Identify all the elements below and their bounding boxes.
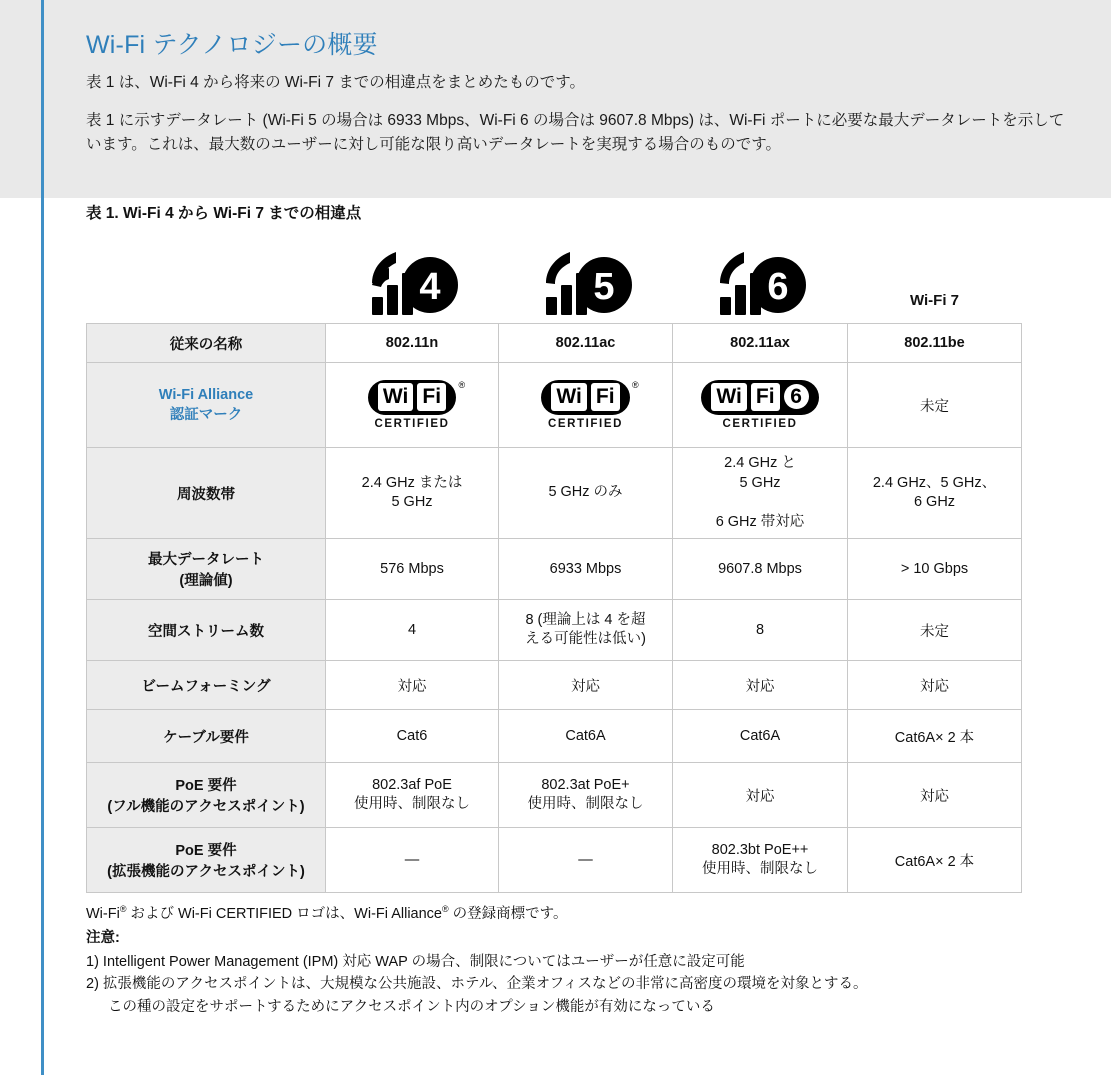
caution-label: 注意: <box>86 929 120 946</box>
cell-streams-wifi7: 未定 <box>848 600 1022 661</box>
wifi-signal-6-icon <box>714 245 806 319</box>
cert-logo-fi: Fi <box>751 383 780 411</box>
table-row-beamforming <box>87 661 1022 710</box>
cert-logo-wi: Wi <box>378 383 413 411</box>
row-header-frequency-band: 周波数帯 <box>87 448 326 539</box>
cert-logo-registered-5: ® <box>631 379 639 390</box>
wifi-certified-6-logo <box>681 380 839 431</box>
cert-logo-wi: Wi <box>711 383 746 411</box>
cell-rate-wifi6: 9607.8 Mbps <box>673 539 848 600</box>
cell-poe-ext-wifi5: — <box>499 828 673 893</box>
table-caption: 表 1. Wi-Fi 4 から Wi-Fi 7 までの相違点 <box>86 205 362 223</box>
row-header-poe-ext-line2: (拡張機能のアクセスポイント) <box>107 864 305 881</box>
trademark-note <box>86 903 1026 926</box>
cell-streams-wifi6: 8 <box>673 600 848 661</box>
cert-logo-word-5: CERTIFIED <box>547 417 624 430</box>
trademark-part-a: Wi-Fi <box>86 906 120 923</box>
table-row-certification-mark <box>87 363 1022 448</box>
cell-streams-wifi4: 4 <box>326 600 499 661</box>
document-content <box>44 0 1111 1075</box>
cell-legacy-name-wifi4: 802.11n <box>326 324 499 363</box>
cell-band-wifi7: 2.4 GHz、5 GHz、 6 GHz <box>848 448 1022 539</box>
table-row-legacy-name <box>87 324 1022 363</box>
page-title: Wi-Fi テクノロジーの概要 <box>86 31 378 59</box>
cert-logo-six: 6 <box>784 384 809 409</box>
row-header-certification-line2: 認証マーク <box>169 406 243 423</box>
cell-beamforming-wifi6: 対応 <box>673 661 848 710</box>
cert-logo-fi: Fi <box>591 383 620 411</box>
intro-paragraph-2: 表 1 に示すデータレート (Wi-Fi 5 の場合は 6933 Mbps、Wi-Fi 6 の場合は 9607.8 Mbps) は、Wi-Fi ポートに必要な最大データレートを示しています。これは、最大数のユーザーに対し可能な限り高いデータレートを実現する場合のものです。 <box>86 112 1065 154</box>
wifi-signal-5-icon <box>540 245 632 319</box>
trademark-sup-1: ® <box>119 904 127 915</box>
trademark-part-c: の登録商標です。 <box>448 906 568 923</box>
trademark-part-b: および Wi-Fi CERTIFIED ロゴは、Wi-Fi Alliance <box>126 906 442 923</box>
cell-legacy-name-wifi6: 802.11ax <box>673 324 848 363</box>
row-header-poe-extended <box>87 828 326 893</box>
cell-poe-ext-wifi7: Cat6A× 2 本 <box>848 828 1022 893</box>
wifi6-logo-cell <box>673 237 848 324</box>
cell-poe-full-wifi7: 対応 <box>848 763 1022 828</box>
row-header-certification-line1: Wi-Fi Alliance <box>158 386 254 403</box>
wifi7-label: Wi-Fi 7 <box>909 292 960 310</box>
wifi-signal-4-icon <box>366 245 458 319</box>
cell-cable-wifi4: Cat6 <box>326 710 499 763</box>
cell-band-wifi5: 5 GHz のみ <box>499 448 673 539</box>
table-row-max-data-rate <box>87 539 1022 600</box>
cell-legacy-name-wifi5: 802.11ac <box>499 324 673 363</box>
note-item-1: 1) Intelligent Power Management (IPM) 対応 WAP の場合、制限についてはユーザーが任意に設定可能 <box>86 953 745 970</box>
row-header-beamforming: ビームフォーミング <box>87 661 326 710</box>
cell-rate-wifi4: 576 Mbps <box>326 539 499 600</box>
row-header-legacy-name: 従来の名称 <box>87 324 326 363</box>
wifi-certified-logo <box>507 380 664 431</box>
cell-rate-wifi5: 6933 Mbps <box>499 539 673 600</box>
footer-notes <box>86 903 1026 1019</box>
wifi-certified-logo <box>334 380 490 431</box>
cert-logo-word-6: CERTIFIED <box>722 417 798 430</box>
cell-poe-full-wifi4: 802.3af PoE 使用時、制限なし <box>326 763 499 828</box>
note-item-2-continued: この種の設定をサポートするためにアクセスポイント内のオプション機能が有効になっている <box>108 999 715 1016</box>
cell-cable-wifi7: Cat6A× 2 本 <box>848 710 1022 763</box>
row-header-rate-line1: 最大データレート <box>148 552 264 569</box>
table-row-spatial-streams <box>87 600 1022 661</box>
cell-cable-wifi6: Cat6A <box>673 710 848 763</box>
logo-row-spacer <box>87 237 326 324</box>
row-header-poe-ext-line1: PoE 要件 <box>175 843 237 860</box>
cert-logo-wi: Wi <box>551 383 586 411</box>
row-header-max-data-rate <box>87 539 326 600</box>
cell-beamforming-wifi4: 対応 <box>326 661 499 710</box>
cell-poe-full-wifi5: 802.3at PoE+ 使用時、制限なし <box>499 763 673 828</box>
cell-beamforming-wifi5: 対応 <box>499 661 673 710</box>
cert-logo-fi: Fi <box>417 383 446 411</box>
cell-streams-wifi5: 8 (理論上は 4 を超 える可能性は低い) <box>499 600 673 661</box>
row-header-certification-mark <box>87 363 326 448</box>
row-header-poe-full <box>87 763 326 828</box>
row-header-rate-line2: (理論値) <box>179 573 233 590</box>
table-row-cable-requirement <box>87 710 1022 763</box>
svg-text:6: 6 <box>767 266 789 309</box>
cell-poe-full-wifi6: 対応 <box>673 763 848 828</box>
cert-logo-registered-4: ® <box>458 379 466 390</box>
cell-legacy-name-wifi7: 802.11be <box>848 324 1022 363</box>
cell-rate-wifi7: > 10 Gbps <box>848 539 1022 600</box>
row-header-spatial-streams: 空間ストリーム数 <box>87 600 326 661</box>
trademark-sup-2: ® <box>442 904 449 915</box>
wifi4-logo-cell <box>326 237 499 324</box>
cell-cert-wifi6 <box>673 363 848 448</box>
table-row-poe-full-function <box>87 763 1022 828</box>
wifi-comparison-table <box>86 237 1022 893</box>
cell-poe-ext-wifi4: — <box>326 828 499 893</box>
cell-cert-wifi4 <box>326 363 499 448</box>
wifi7-label-cell <box>848 237 1022 324</box>
row-header-poe-full-line1: PoE 要件 <box>175 778 237 795</box>
table-row-poe-extended-function <box>87 828 1022 893</box>
cell-cable-wifi5: Cat6A <box>499 710 673 763</box>
table-row-frequency-band <box>87 448 1022 539</box>
svg-text:5: 5 <box>592 266 615 309</box>
row-header-poe-full-line2: (フル機能のアクセスポイント) <box>107 799 305 816</box>
cell-cert-wifi5 <box>499 363 673 448</box>
intro-paragraph-1: 表 1 は、Wi-Fi 4 から将来の Wi-Fi 7 までの相違点をまとめたものです。 <box>86 74 586 91</box>
cell-band-wifi6: 2.4 GHz と 5 GHz 6 GHz 帯対応 <box>673 448 848 539</box>
cell-poe-ext-wifi6: 802.3bt PoE++ 使用時、制限なし <box>673 828 848 893</box>
note-item-2: 2) 拡張機能のアクセスポイントは、大規模な公共施設、ホテル、企業オフィスなどの非常に高密度の環境を対象とする。 <box>86 976 868 993</box>
cell-beamforming-wifi7: 対応 <box>848 661 1022 710</box>
cert-logo-word-4: CERTIFIED <box>374 417 450 430</box>
cell-band-wifi4: 2.4 GHz または 5 GHz <box>326 448 499 539</box>
table-logo-row <box>87 237 1022 324</box>
svg-text:4: 4 <box>419 266 441 309</box>
wifi5-logo-cell <box>499 237 673 324</box>
cell-cert-wifi7: 未定 <box>848 363 1022 448</box>
row-header-cable-requirement: ケーブル要件 <box>87 710 326 763</box>
